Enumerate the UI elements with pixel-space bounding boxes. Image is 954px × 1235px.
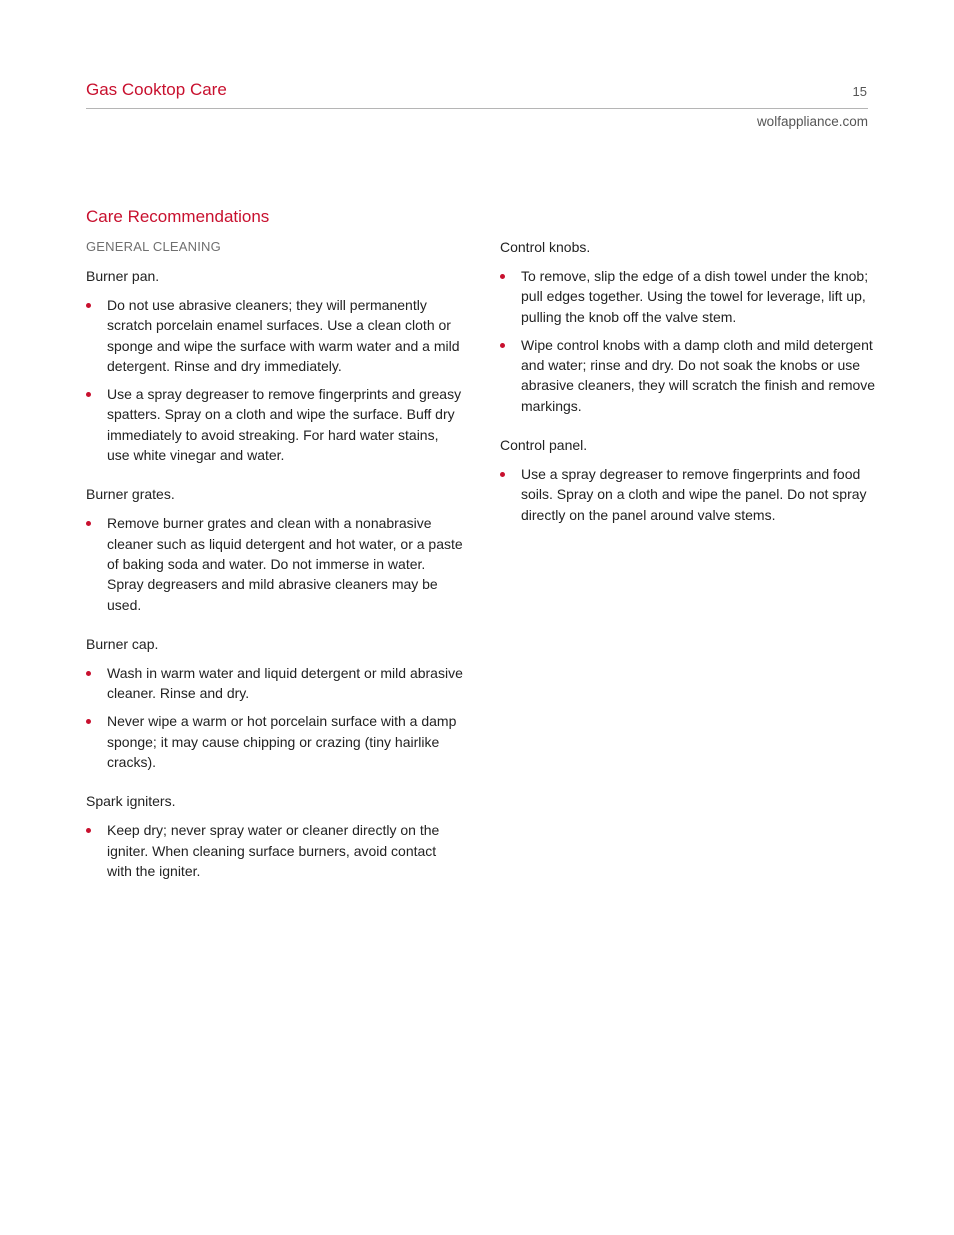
list-item — [86, 384, 464, 465]
list-item-text: Use a spray degreaser to remove fingerprints and food soils. Spray on a cloth and wipe the panel. Do not spray directly on the panel around valve stems. — [521, 466, 867, 523]
list-item-text: Keep dry; never spray water or cleaner directly on the igniter. When cleaning surface burners, avoid contact with the igniter. — [107, 822, 440, 879]
group-heading: Burner grates. — [86, 486, 175, 503]
list-item-text: Use a spray degreaser to remove fingerprints and greasy spatters. Spray on a cloth and wipe the surface. Buff dry immediately to avoid streaking. For hard water stains, use white vinegar and water. — [107, 386, 462, 464]
bullet-icon — [86, 521, 91, 526]
list-item — [86, 295, 464, 376]
list-item — [86, 513, 464, 614]
group-burner-grates — [86, 484, 464, 614]
bullet-icon — [86, 828, 91, 833]
bullet-list — [500, 464, 878, 525]
list-item — [500, 266, 878, 327]
website-url: wolfappliance.com — [756, 114, 868, 129]
list-item-text: To remove, slip the edge of a dish towel under the knob; pull edges together. Using the towel for leverage, lift up, pulling the knob off the valve stem. — [521, 268, 869, 325]
list-item — [500, 464, 878, 525]
list-item — [86, 711, 464, 772]
bullet-icon — [500, 343, 505, 348]
group-burner-pan — [86, 266, 464, 465]
list-item — [86, 820, 464, 881]
bullet-icon — [86, 671, 91, 676]
group-burner-cap — [86, 634, 464, 772]
list-item — [86, 663, 464, 704]
group-control-panel — [500, 435, 878, 525]
section-title: Care Recommendations — [86, 207, 270, 226]
bullet-icon — [86, 719, 91, 724]
bullet-icon — [500, 274, 505, 279]
bullet-list — [86, 820, 464, 881]
list-item — [500, 335, 878, 416]
group-heading: Control panel. — [500, 437, 588, 454]
bullet-icon — [86, 392, 91, 397]
header-divider — [86, 108, 868, 109]
header-title: Gas Cooktop Care — [86, 80, 227, 99]
bullet-icon — [500, 472, 505, 477]
list-item-text: Wipe control knobs with a damp cloth and mild detergent and water; rinse and dry. Do not soak the knobs or use abrasive cleaners, they will scratch the finish and remove markings. — [521, 336, 876, 414]
page-number: 15 — [852, 84, 867, 99]
list-item-text: Never wipe a warm or hot porcelain surface with a damp sponge; it may cause chipping or crazing (tiny hairlike cracks). — [107, 713, 457, 771]
group-heading: Burner pan. — [86, 268, 160, 284]
list-item-text: Remove burner grates and clean with a nonabrasive cleaner such as liquid detergent and hot water, or a paste of baking soda and water. Do not immerse in water. Spray degreasers and mild abrasive cleaners may be used. — [107, 515, 463, 613]
group-heading: Control knobs. — [500, 239, 591, 255]
bullet-list — [86, 513, 464, 614]
group-heading: Burner cap. — [86, 635, 159, 652]
subsection-title: GENERAL CLEANING — [86, 239, 221, 254]
left-column — [86, 237, 464, 900]
bullet-icon — [86, 303, 91, 308]
group-spark-igniters — [86, 791, 464, 881]
group-control-knobs — [500, 237, 878, 416]
group-heading: Spark igniters. — [86, 793, 176, 810]
bullet-list — [86, 663, 464, 772]
right-column — [500, 237, 878, 544]
list-item-text: Wash in warm water and liquid detergent or mild abrasive cleaner. Rinse and dry. — [107, 664, 463, 702]
list-item-text: Do not use abrasive cleaners; they will permanently scratch porcelain enamel surfaces. Use a clean cloth or sponge and wipe the surface with warm water and a mild detergent. Rinse and dry immediately. — [107, 297, 460, 374]
bullet-list — [86, 295, 464, 465]
bullet-list — [500, 266, 878, 416]
